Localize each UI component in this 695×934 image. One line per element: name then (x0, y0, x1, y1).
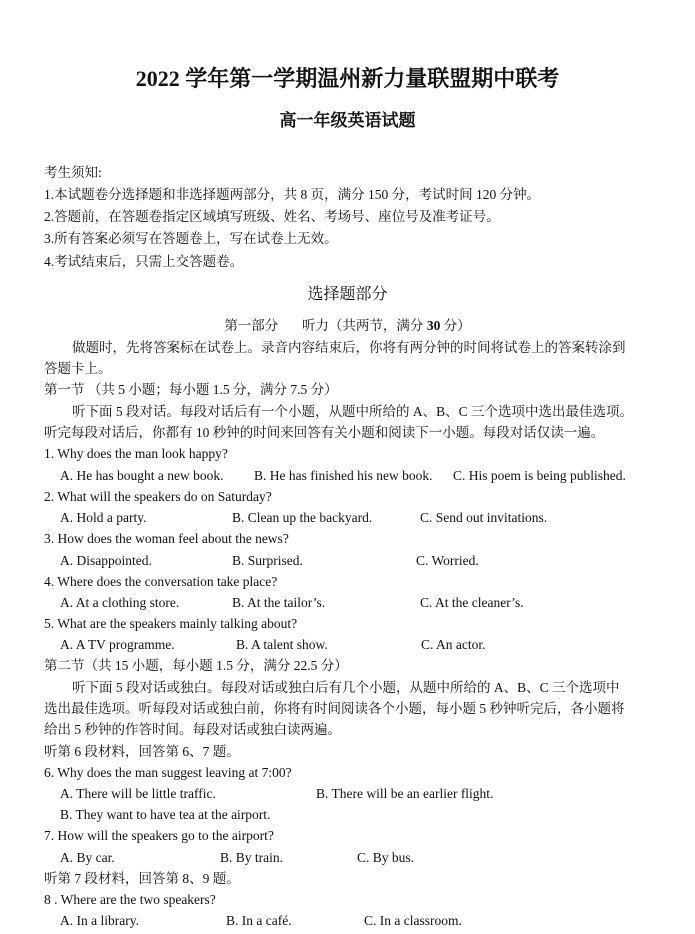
part1-title (0, 318, 695, 334)
option-a: A. At a clothing store. (60, 595, 180, 610)
option-a: A. Disappointed. (60, 553, 152, 568)
option-b: B. At the tailor’s. (232, 595, 326, 610)
option-b: B. He has finished his new book. (254, 468, 433, 483)
part1-title-score: 30 (426, 318, 441, 333)
section-title: 选择题部分 (307, 286, 388, 303)
option-b: B. Surprised. (232, 553, 303, 568)
question-stem: 6. Why does the man suggest leaving at 7:00? (44, 765, 292, 780)
option-b: B. Clean up the backyard. (232, 510, 373, 525)
option-c: C. His poem is being published. (453, 468, 626, 483)
notice-heading: 考生须知: (44, 165, 102, 180)
question-stem: 2. What will the speakers do on Saturday? (44, 489, 272, 504)
part1-instructions: 做题时，先将答案标在试卷上。录音内容结束后，你将有两分钟的时间将试卷上的答案转涂到 (72, 340, 626, 355)
sec1-instructions: 听下面 5 段对话。每段对话后有一个小题，从题中所给的 A、B、C 三个选项中选出最佳选项。 (72, 404, 634, 419)
option-b: B. A talent show. (236, 637, 328, 652)
notice-item: 2.答题前，在答题卷指定区域填写班级、姓名、考场号、座位号及准考证号。 (44, 209, 500, 224)
part1-title-b: 听力（共两节，满分 (301, 318, 424, 333)
part1-title-a: 第一部分 (224, 318, 279, 333)
option-b: B. There will be an earlier flight. (316, 786, 494, 801)
question-stem: 5. What are the speakers mainly talking about? (44, 616, 298, 631)
notice-item: 3.所有答案必须写在答题卷上，写在试卷上无效。 (44, 231, 338, 246)
option-c: B. They want to have tea at the airport. (60, 807, 271, 822)
part1-title-c: 分） (443, 318, 471, 333)
option-c: C. At the cleaner’s. (420, 595, 524, 610)
sec2-heading: 第二节（共 15 小题，每小题 1.5 分，满分 22.5 分） (44, 658, 348, 673)
question-stem: 1. Why does the man look happy? (44, 446, 228, 461)
question-stem: 7. How will the speakers go to the airport? (44, 828, 274, 843)
option-a: A. Hold a party. (60, 510, 147, 525)
sec2-instructions-cont: 选出最佳选项。听每段对话或独白前，你将有时间阅读各个小题，每小题 5 秒钟听完后，各小题将 (44, 701, 625, 716)
sec1-instructions-cont: 听完每段对话后，你都有 10 秒钟的时间来回答有关小题和阅读下一小题。每段对话仅读一遍。 (44, 425, 605, 440)
option-b: B. In a café. (226, 913, 292, 928)
option-a: A. In a library. (60, 913, 139, 928)
sec1-heading: 第一节 （共 5 小题；每小题 1.5 分，满分 7.5 分） (44, 382, 338, 397)
notice-item: 1.本试题卷分选择题和非选择题两部分，共 8 页，满分 150 分，考试时间 120 分钟。 (44, 187, 541, 202)
option-a: A. There will be little traffic. (60, 786, 216, 801)
option-c: C. An actor. (421, 637, 486, 652)
question-stem: 8 . Where are the two speakers? (44, 892, 216, 907)
option-b: B. By train. (220, 850, 283, 865)
option-c: C. In a classroom. (364, 913, 462, 928)
sec2-instructions: 听下面 5 段对话或独白。每段对话或独白后有几个小题，从题中所给的 A、B、C 三个选项中 (72, 680, 620, 695)
notice-item: 4.考试结束后，只需上交答题卷。 (44, 254, 244, 269)
part1-instructions-cont: 答题卡上。 (44, 361, 112, 376)
question-stem: 4. Where does the conversation take place? (44, 574, 278, 589)
option-a: A. A TV programme. (60, 637, 175, 652)
sec2-instructions-cont: 给出 5 秒钟的作答时间。每段对话或独白读两遍。 (44, 722, 341, 737)
option-c: C. Send out invitations. (420, 510, 548, 525)
option-c: C. Worried. (416, 553, 479, 568)
exam-subtitle: 高一年级英语试题 (279, 111, 416, 130)
option-a: A. By car. (60, 850, 115, 865)
material-heading: 听第 7 段材料，回答第 8、9 题。 (44, 871, 240, 886)
material-heading: 听第 6 段材料，回答第 6、7 题。 (44, 744, 240, 759)
question-stem: 3. How does the woman feel about the news? (44, 531, 289, 546)
option-c: C. By bus. (357, 850, 415, 865)
exam-title: 2022 学年第一学期温州新力量联盟期中联考 (135, 66, 560, 91)
option-a: A. He has bought a new book. (60, 468, 224, 483)
